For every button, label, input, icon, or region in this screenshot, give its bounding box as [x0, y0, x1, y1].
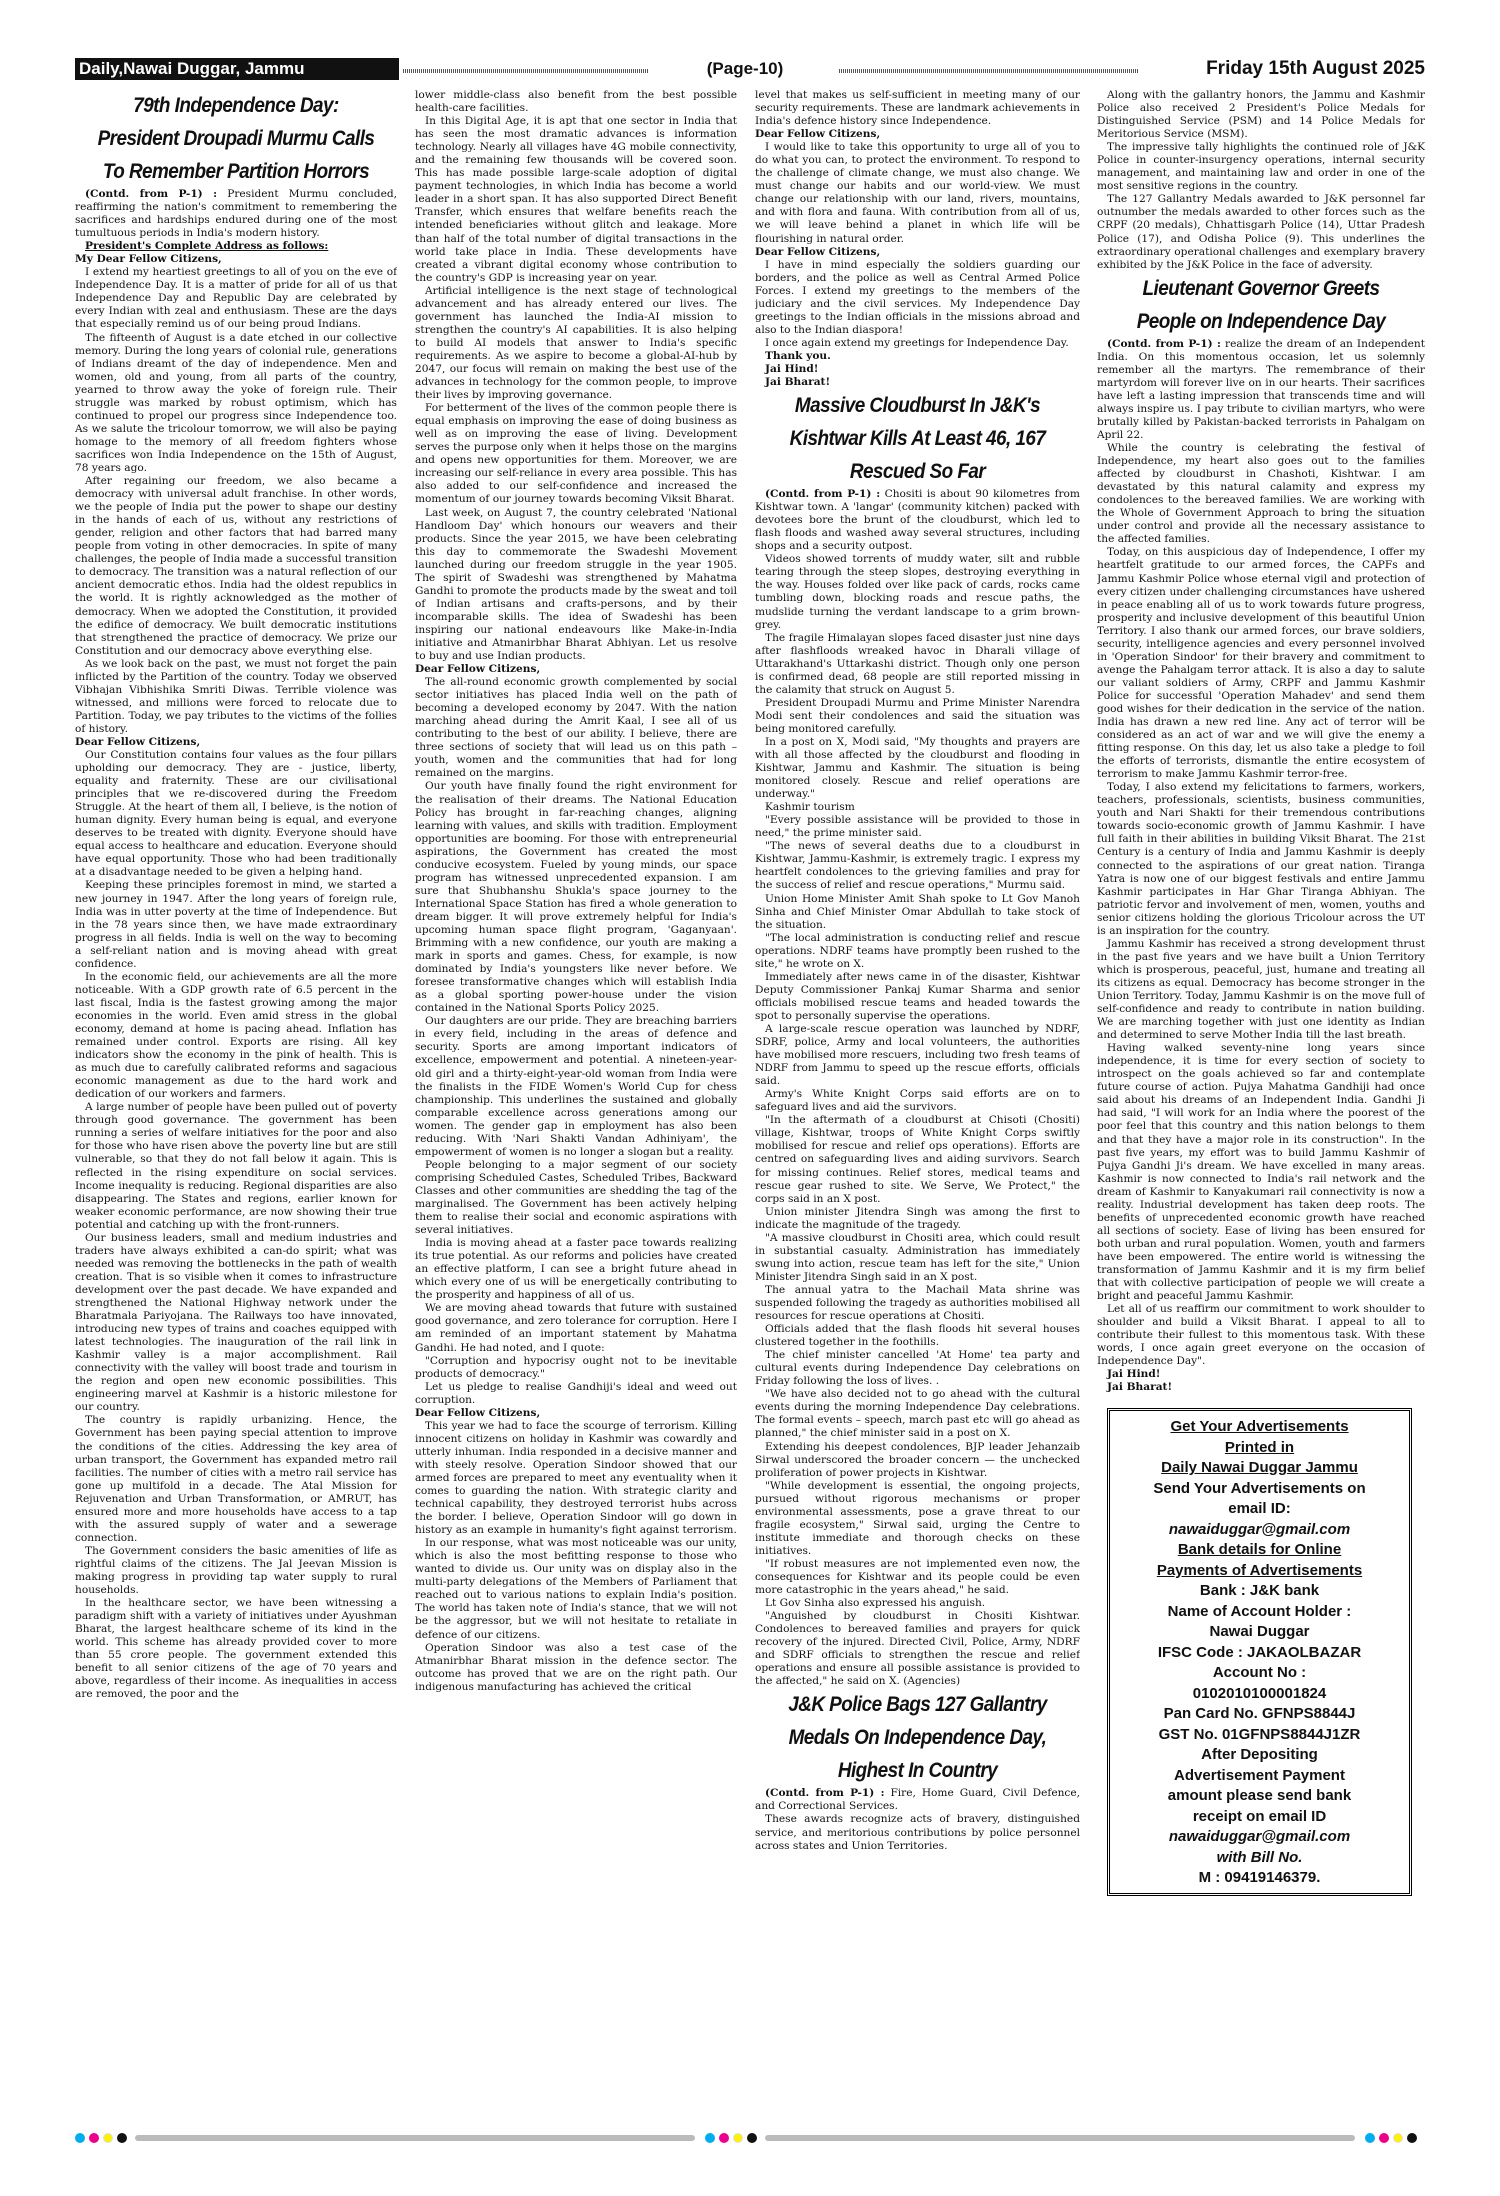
advertisement-box [1107, 1408, 1412, 1896]
article-paragraph: Union Home Minister Amit Shah spoke to Lt Gov Manoh Sinha and Chief Minister Omar Abdullah to take stock of the situation. [755, 892, 1080, 931]
column-3 [755, 89, 1080, 2125]
article-paragraph: These awards recognize acts of bravery, distinguished service, and meritorious contributions by police personnel across states and Union Territories. [755, 1813, 1080, 1852]
article-paragraph: Having walked seventy-nine long years since independence, it is time for every section of society to introspect on the goals achieved so far and contemplate future course of action. Pujya Mahatma Gandhiji had once said about his dreams of an Independent India. Gandhi Ji had said, "I will work for an India where the poorest of the poor feel that this country and this nation belongs to them and that they have a major role in its construction". In the past five years, my effort was to build Jammu Kashmir of Pujya Gandhi Ji's dream. We have excelled in many areas. Kashmir is now connected to India's rail network and the dream of Kashmir to Kanyakumari rail connectivity is now a reality. Industrial development has taken deep roots. The benefits of unprecedented economic growth have reached all sections of society. Ease of living has been ensured for both urban and rural population. Women, youth and farmers have been empowered. The entire world is witnessing the transformation of Jammu Kashmir and it is my firm belief that with collective participation of people we will create a bright and peaceful Jammu Kashmir. [1097, 1042, 1425, 1303]
ad-line: amount please send bank [1167, 1787, 1352, 1805]
article-paragraph: Jammu Kashmir has received a strong development thrust in the past five years and we have built a Union Territory which is prosperous, peaceful, just, humane and treating all its citizens as equal. Democracy has become stronger in the Union Territory. Today, Jammu Kashmir is on the move full of self-confidence and ready to contribute in nation building. We are marching together with just one identity as Indian and determined to serve Mother India till the last breath. [1097, 937, 1425, 1042]
headline-president-murmu: 79th Independence Day: President Droupadi Murmu Calls To Remember Partition Horrors [97, 94, 375, 183]
cyan-dot-icon [1365, 2133, 1375, 2143]
article-paragraph: "While development is essential, the ongoing projects, pursued without rigorous mechanisms or proper environmental assessments, pose a grave threat to our fragile ecosystem," Sirwal said, urging the Centre to institute immediate and thorough checks on these initiatives. [755, 1479, 1080, 1557]
ad-line: Account No : [1212, 1664, 1307, 1682]
cyan-dot-icon [75, 2133, 85, 2143]
article-paragraph [755, 488, 1080, 553]
article-paragraph: In the economic field, our achievements are all the more noticeable. With a GDP growth rate of 6.5 percent in the last fiscal, India is the fastest growing among the major economies in the world. Even amid stress in the global economy, demand at home is pacing ahead. Inflation has remained under control. Exports are rising. All key indicators show the economy in the pink of health. This is as much due to carefully calibrated reforms and sagacious economic management as due to the hard work and dedication of our workers and farmers. [75, 970, 397, 1101]
salutation: Dear Fellow Citizens, [755, 245, 881, 258]
black-dot-icon [747, 2133, 757, 2143]
article-paragraph: Our daughters are our pride. They are breaching barriers in every field, including in the areas of defence and security. Sports are among important indicators of excellence, empowerment and potential. A nineteen-year-old girl and a thirty-eight-year-old woman from India were the finalists in the FIDE Women's World Cup for chess championship. This underlines the sustained and globally comparable excellence across generations among our women. The gender gap in employment has also been reducing. With 'Nari Shakti Vandan Adhiniyam', the empowerment of women is no longer a slogan but a reality. [415, 1015, 737, 1158]
article-paragraph: India is moving ahead at a faster pace towards realizing its true potential. As our reforms and policies have created an effective platform, I can see a bright future ahead in which every one of us will be energetically contributing to the prosperity and happiness of all of us. [415, 1237, 737, 1302]
ad-line: Advertisement Payment [1174, 1766, 1345, 1784]
article-paragraph: "The news of several deaths due to a cloudburst in Kishtwar, Jammu-Kashmir, is extremely tragic. I express my heartfelt condolences to the grieving families and pray for the success of relief and rescue operations," Murmu said. [755, 840, 1080, 892]
article-paragraph: "We have also decided not to go ahead with the cultural events during the morning Independence Day celebrations. The formal events – speech, march past etc will go ahead as planned," the chief minister said in a post on X. [755, 1388, 1080, 1440]
closing-line: Jai Hind! [765, 362, 819, 375]
ad-line: After Depositing [1201, 1746, 1318, 1764]
article-paragraph: A large number of people have been pulled out of poverty through good governance. The government has been running a series of welfare initiatives for the poor and also for those who have risen above the poverty line but are still vulnerable, so that they do not fall below it again. This is reflected in the rising expenditure on social services. Income inequality is reducing. Regional disparities are also disappearing. The States and regions, earlier known for weaker economic performance, are now showing their true potential and catching up with the front-runners. [75, 1101, 397, 1231]
article-paragraph: Our youth have finally found the right environment for the realisation of their dreams. The National Education Policy has brought in far-reaching changes, aligning learning with values, and skills with tradition. Employment opportunities are booming. For those with entrepreneurial aspirations, the Government has created the most conducive ecosystem. Fueled by young minds, our space program has witnessed unprecedented expansion. I am sure that Shubhanshu Shukla's space journey to the International Space Station has fired a whole generation to dream bigger. It will prove extremely helpful for India's upcoming human space flight program, 'Gaganyaan'. Brimming with a new confidence, our youth are making a mark in sports and games. Chess, for example, is now dominated by India's youngsters like never before. We foresee transformative changes which will establish India as a global sporting power-house under the vision contained in the National Sports Policy 2025. [415, 780, 737, 1015]
article-paragraph: The chief minister cancelled 'At Home' tea party and cultural events during Independence Day celebrations on Friday following the loss of lives. . [755, 1349, 1080, 1388]
article-paragraph: I extend my heartiest greetings to all of you on the eve of Independence Day. It is a matter of pride for all of us that Independence Day and Republic Day are celebrated by every Indian with zeal and enthusiasm. These are the days that especially remind us of our being proud Indians. [75, 266, 397, 331]
article-text: Fire, Home Guard, Civil Defence, and Correctional Services. [755, 1787, 1080, 1813]
ad-line: Bank details for Online [1177, 1541, 1342, 1559]
article-paragraph: We are moving ahead towards that future with sustained good governance, and zero tolerance for corruption. Here I am reminded of an important statement by Mahatma Gandhi. He had noted, and I quote: [415, 1302, 737, 1354]
salutation: My Dear Fellow Citizens, [75, 253, 222, 266]
article-paragraph: Officials added that the flash floods hit several houses clustered together in the foothills. [755, 1323, 1080, 1349]
ad-line: Bank : J&K bank [1199, 1582, 1320, 1600]
article-paragraph: A large-scale rescue operation was launched by NDRF, SDRF, police, Army and local volunteers, the authorities have mobilised more rescuers, including two fresh teams of NDRF from Jammu to speed up the rescue efforts, officials said. [755, 1023, 1080, 1088]
article-paragraph [1097, 338, 1425, 442]
page-number: (Page-10) [706, 59, 784, 78]
article-paragraph: Kashmir tourism [765, 801, 855, 814]
column-2 [415, 89, 737, 2125]
article-paragraph: The all-round economic growth complemented by social sector initiatives has placed India well on the path of becoming a developed economy by 2047. With the nation marching ahead during the Amrit Kaal, I see all of us contributing to the best of our ability. I believe, there are three sections of society that will lead us on this path – youth, women and the communities that had for long remained on the margins. [415, 676, 737, 780]
ad-line: Daily Nawai Duggar Jammu [1161, 1459, 1358, 1477]
magenta-dot-icon [1379, 2133, 1389, 2143]
article-paragraph: I would like to take this opportunity to urge all of you to do what you can, to protect the environment. To respond to the challenge of climate change, we must also change. We must change our habits and our world-view. We must change our relationship with our land, rivers, mountains, and with flora and fauna. With contribution from all of us, we will leave behind a planet in which life will be flourishing in natural order. [755, 141, 1080, 245]
headline-lieutenant-governor: Lieutenant Governor Greets People on Independence Day [1136, 276, 1386, 333]
ad-line: with Bill No. [1216, 1848, 1303, 1866]
article-paragraph: "If robust measures are not implemented even now, the consequences for Kishtwar and its people could be even more catastrophic in the years ahead," he said. [755, 1557, 1080, 1597]
article-paragraph: The 127 Gallantry Medals awarded to J&K personnel far outnumber the medals awarded to other forces such as the CRPF (20 medals), Chhattisgarh Police (14), Uttar Pradesh Police (17), and Odisha Police (9). This underlines the extraordinary operational challenges and exemplary bravery exhibited by the J&K Police in the face of adversity. [1097, 193, 1425, 271]
article-paragraph: "The local administration is conducting relief and rescue operations. NDRF teams have promptly been rushed to the site," he wrote on X. [755, 931, 1080, 970]
article-paragraph: After regaining our freedom, we also became a democracy with universal adult franchise. In other words, we the people of India put the power to shape our destiny in the hands of each of us, without any restrictions of gender, religion and other factors that had barred many people from voting in other democracies. In spite of many challenges, the people of India made a successful transition to democracy. The transition was a natural reflection of our ancient democratic ethos. India had the oldest republics in the world. It is rightly acknowledged as the mother of democracy. When we adopted the Constitution, it provided the edifice of democracy. We built democratic institutions that strengthened the practice of democracy. We prize our Constitution and our democracy above everything else. [75, 475, 397, 657]
salutation: Dear Fellow Citizens, [75, 735, 201, 748]
article-paragraph: In a post on X, Modi said, "My thoughts and prayers are with all those affected by the cloudburst and flooding in Kishtwar, Jammu and Kashmir. The situation is being monitored closely. Rescue and relief operations are underway." [755, 735, 1080, 801]
yellow-dot-icon [1393, 2133, 1403, 2143]
article-text: President Murmu concluded, reaffirming the nation's commitment to remembering the sacrifices and hardships endured during one of the most tumultuous periods in India's modern history. [75, 188, 397, 240]
masthead [75, 55, 1425, 85]
ad-line: Pan Card No. GFNPS8844J [1163, 1705, 1356, 1723]
ad-email[interactable]: nawaiduggar@gmail.com [1168, 1520, 1351, 1538]
article-paragraph: I once again extend my greetings for Independence Day. [765, 336, 1069, 349]
article-paragraph: In this Digital Age, it is apt that one sector in India that has seen the most dramatic advances is information technology. Nearly all villages have 4G mobile connectivity, and the remaining few thousands will be covered soon. This has made possible large-scale adoption of digital payment technologies, in which India has become a world leader in a short span. It has also supported Direct Benefit Transfer, which ensures that welfare benefits reach the intended beneficiaries without glitch and leakage. More than half of the total number of digital transactions in the world take place in India. These developments have created a vibrant digital economy whose contribution to the country's GDP is increasing year on year. [415, 115, 737, 284]
article-paragraph [75, 188, 397, 240]
column-4 [1097, 89, 1425, 2125]
ad-line: Name of Account Holder : [1167, 1602, 1352, 1620]
closing-line: Thank you. [765, 349, 831, 362]
article-paragraph: "Every possible assistance will be provided to those in need," the prime minister said. [755, 814, 1080, 840]
article-paragraph: lower middle-class also benefit from the best possible health-care facilities. [415, 89, 737, 115]
headline-kishtwar-cloudburst: Massive Cloudburst In J&K's Kishtwar Kills At Least 46, 167 Rescued So Far [789, 394, 1046, 484]
article-paragraph: Let all of us reaffirm our commitment to work shoulder to shoulder and build a Viksit Bharat. I appeal to all to contribute their fullest to this momentous task. With these words, I once again greet everyone on the occasion of Independence Day". [1097, 1303, 1425, 1368]
contd-label: (Contd. from P-1) : [85, 188, 218, 200]
yellow-dot-icon [733, 2133, 743, 2143]
newspaper-page [75, 55, 1425, 2145]
salutation: Dear Fellow Citizens, [755, 128, 881, 141]
article-paragraph: While the country is celebrating the festival of Independence, my heart also goes out to the families affected by cloudburst in Chashoti, Kishtwar. I am devastated by this natural calamity and express my condolences to the bereaved families. We are working with the Whole of Government Approach to bring the situation under control and provide all the necessary assistance to the affected families. [1097, 442, 1425, 546]
article-paragraph: Today, on this auspicious day of Independence, I offer my heartfelt gratitude to our armed forces, the CAPFs and Jammu Kashmir Police whose eternal vigil and protection of every citizen under challenging circumstances have ushered in peace enabling all of us to work towards future progress, prosperity and inclusive development of this beautiful Union Territory. I also thank our armed forces, our brave soldiers, security, intelligence agencies and every personnel involved in 'Operation Sindoor' for their bravery and commitment to avenge the Pahalgam terror attack. It is also a day to salute our valiant soldiers of Army, CRPF and Jammu Kashmir Police for successful 'Operation Mahadev' and send them good wishes for their dedication in the service of the nation. India has drawn a new red line. Any act of terror will be considered as an act of war and we will give the enemy a fitting response. On this day, let us also take a pledge to foil the efforts of terrorists, dismantle the entire ecosystem of terrorism to make Jammu Kashmir terror-free. [1097, 546, 1425, 781]
article-paragraph: Our business leaders, small and medium industries and traders have always exhibited a can-do spirit; what was needed was removing the bottlenecks in the path of wealth creation. That is so visible when it comes to infrastructure development over the past decade. We have expanded and strengthened the National Highway network under the Bharatmala Pariyojana. The Railways too have innovated, introducing new types of trains and coaches equipped with latest technologies. The inauguration of the rail link in Kashmir valley is a major accomplishment. Rail connectivity with the valley will boost trade and tourism in the region and open new economic possibilities. This engineering marvel at Kashmir is a historic milestone for our country. [75, 1231, 397, 1414]
article-text: realize the dream of an Independent India. On this momentous occasion, let us solemnly remember all the martyrs. The remembrance of their martyrdom will forever live on in our hearts. Their sacrifices have left a lasting impression that transcends time and will always inspire us. I pay tribute to civilian martyrs, who were brutally killed by Pakistan-backed terrorists in Pahalgam on April 22. [1097, 337, 1425, 441]
article-paragraph: Artificial intelligence is the next stage of technological advancement and has already entered our lives. The government has launched the India-AI mission to strengthen the country's AI capabilities. It is also helping to build AI models that answer to India's specific requirements. As we aspire to become a global-AI-hub by 2047, our focus will remain on making the best use of the advances in technology for the common people, to improve their lives by improving governance. [415, 284, 737, 402]
article-paragraph: "In the aftermath of a cloudburst at Chisoti (Chositi) village, Kishtwar, troops of White Knight Corps swiftly mobilised for rescue and relief ops operations). Efforts are centred on safeguarding lives and aiding survivors. Search for missing continues. Relief stores, medical teams and rescue gear rushed to site. We Serve, We Protect," the corps said in an X post. [755, 1114, 1080, 1205]
article-paragraph: Operation Sindoor was also a test case of the Atmanirbhar Bharat mission in the defence sector. The outcome has proved that we are on the right path. Our indigenous manufacturing has achieved the critical [415, 1641, 737, 1693]
article-paragraph: Union minister Jitendra Singh was among the first to indicate the magnitude of the tragedy. [755, 1205, 1080, 1231]
masthead-rule-right [839, 69, 1139, 73]
grey-bar [765, 2135, 1355, 2141]
contd-label: (Contd. from P-1) : [765, 488, 881, 501]
article-paragraph: As we look back on the past, we must not forget the pain inflicted by the Partition of the country. Today we observed Vibhajan Vibhishika Smriti Diwas. Terrible violence was witnessed, and millions were forced to relocate due to Partition. Today, we pay tributes to the victims of the follies of history. [75, 657, 397, 735]
article-text: Chositi is about 90 kilometres from Kishtwar town. A 'langar' (community kitchen) packed with devotees bore the brunt of the cloudburst, which led to flash floods and washed away several structures, including shops and a security outpost. [755, 488, 1080, 553]
article-paragraph: "Anguished by cloudburst in Chositi Kishtwar. Condolences to bereaved families and prayers for quick recovery of the injured. Directed Civil, Police, Army, NDRF and SDRF officials to strengthen the rescue and relief operations and ensure all possible assistance is provided to the affected," he said on X. (Agencies) [755, 1610, 1080, 1688]
article-paragraph: The fifteenth of August is a date etched in our collective memory. During the long years of colonial rule, generations of Indians dreamt of the day of independence. Men and women, old and young, from all parts of the country, yearned to throw away the yoke of foreign rule. Their struggle was marked by robust optimism, which has continued to propel our progress since Independence too. As we salute the tricolour tomorrow, we will also be paying homage to the memory of all freedom fighters whose sacrifices won India Independence on the 15th of August, 78 years ago. [75, 331, 397, 474]
article-paragraph: In the healthcare sector, we have been witnessing a paradigm shift with a variety of initiatives under Ayushman Bharat, the largest healthcare scheme of its kind in the world. This scheme has already provided cover to more than 55 crore people. The government extended this benefit to all senior citizens of the age of 70 years and above, regardless of their income. As inequalities in access are removed, the poor and the [75, 1597, 397, 1701]
article-paragraph: level that makes us self-sufficient in meeting many of our security requirements. These are landmark achievements in India's defence history since Independence. [755, 89, 1080, 128]
article-paragraph: The fragile Himalayan slopes faced disaster just nine days after flashfloods wreaked havoc in Dharali village of Uttarakhand's Uttarkashi district. Though only one person is confirmed dead, 68 people are still reported missing in the calamity that struck on August 5. [755, 631, 1080, 696]
yellow-dot-icon [103, 2133, 113, 2143]
registration-strip [75, 2131, 1425, 2145]
contd-label: (Contd. from P-1) : [1107, 337, 1221, 350]
article-paragraph: Our Constitution contains four values as the four pillars upholding our democracy. They are - justice, liberty, equality and fraternity. These are our civilisational principles that we re-discovered during the Freedom Struggle. At the heart of them all, I believe, is the notion of human dignity. Every human being is equal, and everyone deserves to be treated with dignity. Everyone should have equal access to healthcare and education. Everyone should have equal opportunity. Those who had been traditionally at a disadvantage needed to be given a helping hand. [75, 749, 397, 879]
article-paragraph [755, 1787, 1080, 1813]
grey-bar [135, 2135, 695, 2141]
article-paragraph: People belonging to a major segment of our society comprising Scheduled Castes, Scheduled Tribes, Backward Classes and other communities are shedding the tag of the marginalised. The Government has been actively helping them to realise their social and economic aspirations with several initiatives. [415, 1158, 737, 1237]
article-paragraph: Videos showed torrents of muddy water, silt and rubble tearing through the steep slopes, destroying everything in the way. Houses folded over like pack of cards, rocks came tumbling down, blocking roads and rescue paths, the mudslide turning the verdant landscape to a grim brown-grey. [755, 553, 1080, 631]
article-paragraph: "A massive cloudburst in Chositi area, which could result in substantial casualty. Administration has immediately swung into action, rescue team has left for the site," Union Minister Jitendra Singh said in an X post. [755, 1231, 1080, 1283]
ad-email[interactable]: nawaiduggar@gmail.com [1168, 1828, 1351, 1846]
ad-line: Printed in [1224, 1438, 1295, 1456]
masthead-rule-left [403, 69, 649, 73]
column-1 [75, 89, 397, 2125]
ad-line: IFSC Code : JAKAOLBAZAR [1157, 1643, 1362, 1661]
magenta-dot-icon [719, 2133, 729, 2143]
article-paragraph: Immediately after news came in of the disaster, Kishtwar Deputy Commissioner Pankaj Kumar Sharma and senior officials mobilised rescue teams and headed towards the spot to personally supervise the operations. [755, 970, 1080, 1022]
article-paragraph: "Corruption and hypocrisy ought not to be inevitable products of democracy." [415, 1354, 737, 1380]
headline-jk-police-medals: J&K Police Bags 127 Gallantry Medals On Independence Day, Highest In Country [788, 1693, 1047, 1783]
cyan-dot-icon [705, 2133, 715, 2143]
article-paragraph: The country is rapidly urbanizing. Hence, the Government has been paying special attention to improve the conditions of the cities. Addressing the key area of urban transport, the Government has expanded metro rail facilities. The number of cities with a metro rail service has gone up multifold in a decade. The Atal Mission for Rejuvenation and Urban Transformation, or AMRUT, has ensured more and more households have access to a tap with the assured supply of water and a sewerage connection. [75, 1414, 397, 1544]
ad-line: Payments of Advertisements [1156, 1561, 1363, 1579]
article-paragraph: Today, I also extend my felicitations to farmers, workers, teachers, professionals, scientists, business communities, youth and Nari Shakti for their tremendous contributions towards socio-economic growth of Jammu Kashmir. I have full faith in their abilities in building Viksit Bharat. The 21st Century is a century of India and Jammu Kashmir is deeply connected to the aspirations of our great nation. Tiranga Yatra is now one of our biggest festivals and entire Jammu Kashmir participates in Har Ghar Tiranga Abhiyan. The patriotic fervor and involvement of men, women, youths and senior citizens holding the glorious Tricolour across the UT is an inspiration for the country. [1097, 781, 1425, 937]
article-paragraph: The impressive tally highlights the continued role of J&K Police in counter-insurgency operations, internal security management, and maintaining law and order in one of the most sensitive regions in the country. [1097, 141, 1425, 193]
black-dot-icon [117, 2133, 127, 2143]
black-dot-icon [1407, 2133, 1417, 2143]
article-paragraph: Lt Gov Sinha also expressed his anguish. [765, 1597, 986, 1610]
ad-line: receipt on email ID [1192, 1807, 1327, 1825]
article-paragraph: This year we had to face the scourge of terrorism. Killing innocent citizens on holiday in Kashmir was cowardly and utterly inhuman. India responded in a decisive manner and with steely resolve. Operation Sindoor showed that our armed forces are prepared to meet any eventuality when it comes to guarding the nation. With strategic clarity and technical capability, they destroyed terrorist hubs across the border. I believe, Operation Sindoor will go down in history as an example in humanity's fight against terrorism. [415, 1419, 737, 1537]
paper-name: Daily,Nawai Duggar, Jammu [75, 58, 399, 80]
ad-line: Get Your Advertisements [1170, 1418, 1349, 1436]
article-paragraph: The Government considers the basic amenities of life as rightful claims of the citizens. The Jal Jeevan Mission is making progress in providing tap water supply to rural households. [75, 1544, 397, 1597]
salutation: Dear Fellow Citizens, [415, 1406, 541, 1419]
subheading: President's Complete Address as follows: [85, 240, 329, 253]
article-paragraph: In our response, what was most noticeable was our unity, which is also the most befitting response to those who wanted to divide us. Our unity was on display also in the multi-party delegations of the Members of Parliament that reached out to various nations to explain India's position. The world has taken note of India's stance, that we will not be the aggressor, but we will not hesitate to retaliate in defence of our citizens. [415, 1537, 737, 1641]
closing-line: Jai Bharat! [1107, 1381, 1173, 1394]
article-paragraph: President Droupadi Murmu and Prime Minister Narendra Modi sent their condolences and said the situation was being monitored carefully. [755, 696, 1080, 735]
ad-line: Nawai Duggar [1209, 1623, 1310, 1641]
article-paragraph: Let us pledge to realise Gandhiji's ideal and weed out corruption. [415, 1380, 737, 1406]
salutation: Dear Fellow Citizens, [415, 663, 541, 676]
ad-line: Send Your Advertisements on [1153, 1479, 1366, 1497]
article-paragraph: I have in mind especially the soldiers guarding our borders, and the police as well as Central Armed Police Forces. I extend my greetings to the members of the judiciary and the civil services. My Independence Day greetings to the Indian officials in the missions abroad and also to the Indian diaspora! [755, 258, 1080, 336]
contd-label: (Contd. from P-1) : [765, 1787, 885, 1800]
closing-line: Jai Bharat! [765, 376, 831, 389]
ad-phone: M : 09419146379. [1198, 1869, 1321, 1887]
ad-line: email ID: [1228, 1500, 1291, 1518]
article-paragraph: Extending his deepest condolences, BJP leader Jehanzaib Sirwal underscored the broader concern — the unchecked proliferation of power projects in Kishtwar. [755, 1440, 1080, 1479]
article-paragraph: Keeping these principles foremost in mind, we started a new journey in 1947. After the long years of foreign rule, India was in utter poverty at the time of Independence. But in the 78 years since then, we have made extraordinary progress in all fields. India is well on the way to becoming a self-reliant nation and is moving ahead with great confidence. [75, 879, 397, 970]
article-paragraph: Along with the gallantry honors, the Jammu and Kashmir Police also received 2 President's Police Medals for Distinguished Service (PSM) and 14 Police Medals for Meritorious Service (MSM). [1097, 89, 1425, 141]
article-paragraph: Army's White Knight Corps said efforts are on to safeguard lives and aid the survivors. [755, 1088, 1080, 1114]
article-paragraph: For betterment of the lives of the common people there is equal emphasis on improving the ease of doing business as well as on improving the ease of living. Development serves the purpose only when it helps those on the margins and opens new opportunities for them. Moreover, we are increasing our self-reliance in every area possible. This has also added to our self-confidence and increased the momentum of our journey towards becoming Viksit Bharat. [415, 402, 737, 506]
closing-line: Jai Hind! [1107, 1368, 1161, 1381]
magenta-dot-icon [89, 2133, 99, 2143]
ad-line: GST No. 01GFNPS8844J1ZR [1158, 1725, 1361, 1743]
article-paragraph: Last week, on August 7, the country celebrated 'National Handloom Day' which honours our weavers and their products. Since the year 2015, we have been celebrating this day to commemorate the Swadeshi Movement launched during our freedom struggle in the year 1905. The spirit of Swadeshi was strengthened by Mahatma Gandhi to promote the products made by the sweat and toil of Indian artisans and crafts-persons, and by their incomparable skills. The idea of Swadeshi has been inspiring our national endeavours like Make-in-India initiative and Atmanirbhar Bharat Abhiyan. Let us resolve to buy and use Indian products. [415, 506, 737, 663]
ad-line: 0102010100001824 [1192, 1684, 1327, 1702]
article-paragraph: The annual yatra to the Machail Mata shrine was suspended following the tragedy as authorities mobilised all resources for rescue operations at Chositi. [755, 1283, 1080, 1323]
issue-date: Friday 15th August 2025 [1206, 58, 1425, 79]
